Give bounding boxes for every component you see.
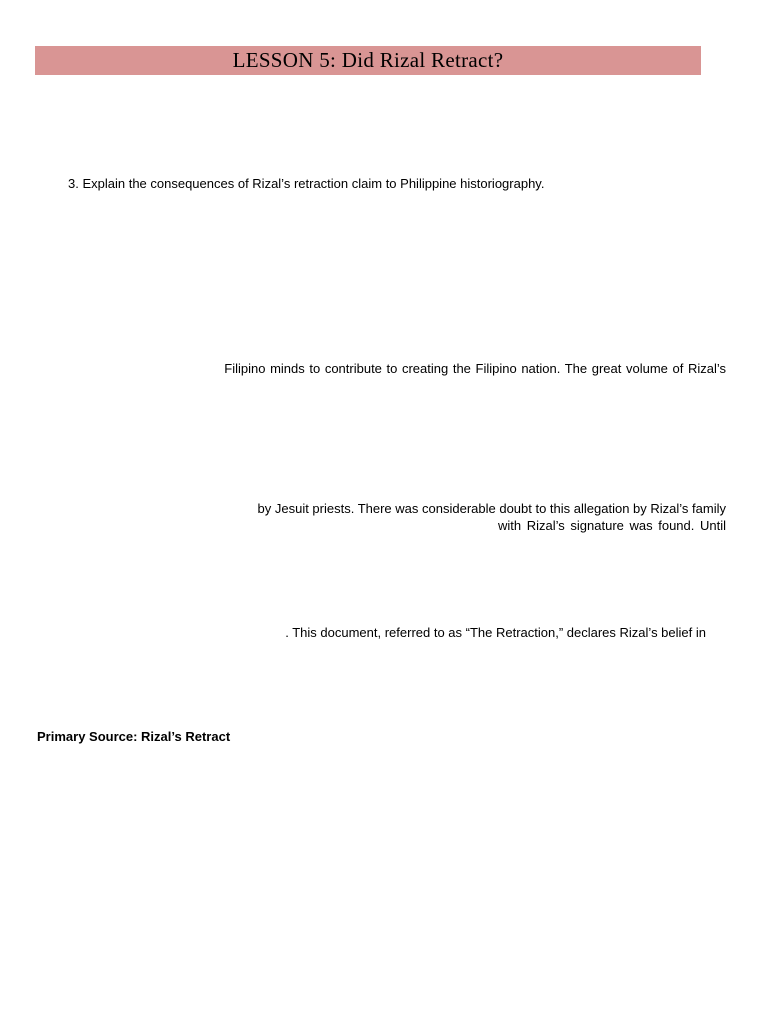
paragraph-2-line-1: by Jesuit priests. There was considerable doubt to this allegation by Rizal’s family: [257, 501, 726, 516]
lesson-title-bar: [35, 46, 701, 75]
paragraph-2-line-2: with Rizal’s signature was found. Until: [498, 518, 726, 533]
question-3: 3. Explain the consequences of Rizal’s retraction claim to Philippine historiography.: [68, 176, 545, 191]
primary-source-heading: Primary Source: Rizal’s Retract: [37, 729, 231, 744]
paragraph-3-line: . This document, referred to as “The Retraction,” declares Rizal’s belief in: [285, 625, 706, 640]
lesson-title: LESSON 5: Did Rizal Retract?: [232, 48, 504, 72]
paragraph-1-line: Filipino minds to contribute to creating the Filipino nation. The great volume of Rizal’s: [224, 361, 726, 376]
